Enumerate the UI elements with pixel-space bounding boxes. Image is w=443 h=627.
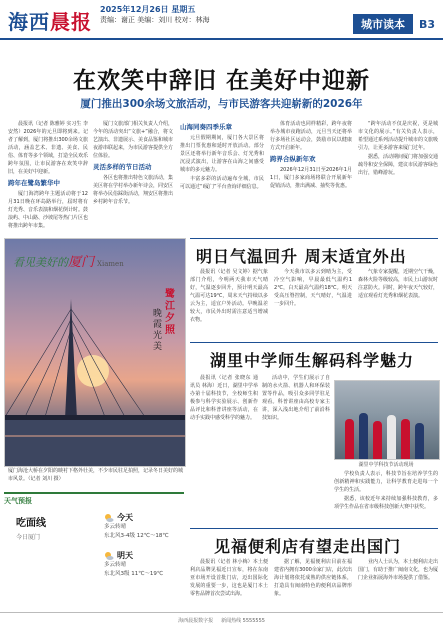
page-number: B3 (418, 17, 435, 31)
lead-paragraph: 晨报讯（记者 陈雅婷 实习生 李安然）2026年的元旦即将到来。记者了解到，厦门将推出300余场文旅活动，涵盖艺术、非遗、美食、民俗、体育等多个领域，打造全民欢乐跨年氛围，让市民游客在欢笑中辞旧，在美好中迎新。 (8, 121, 88, 175)
article2-paragraph: 气象专家提醒，近期空气干燥，森林火险等级较高，市民上山游玩时注意防火。同时，跨年夜天气较好，适宜观看灯光秀和烟花表演。 (358, 269, 438, 299)
article3-paragraph: 活动中，学生们展示了自制的水火箭、机器人和环保装置等作品，吸引众多同学驻足观看。科普讲座由高校专家主讲，深入浅出地介绍了前沿科技知识。 (262, 375, 330, 421)
article3-paragraph: 晨报讯（记者 张晓东 通讯员 林海）近日，湖里中学举办第十届科技节，全校师生积极参与科学实验展示、创新作品评比和科普讲座等活动，在动手实践中感受科学的魅力。 (190, 375, 258, 421)
forecast-day-1 (104, 512, 184, 541)
article3-col-1 (190, 374, 258, 524)
lead-subheading: 灵活多样的节日活动 (93, 163, 152, 171)
article4-paragraph: 业内人士认为，本土便利店走出国门，有助于推广闽南文化，也为厦门企业拓展海外市场提供了借鉴。 (358, 559, 438, 581)
science-fair-photo (334, 380, 440, 460)
article2-col-2 (274, 268, 352, 338)
student-figure (359, 413, 368, 459)
student-figure (401, 419, 410, 459)
edition-info: 责编：谢正 美编：刘川 校对：林海 (100, 16, 210, 24)
article3-headline: 湖里中学师生解码科学魅力 (210, 351, 415, 370)
article4-paragraph: 晨报讯（记者 林小梅）本土便利店品牌见福近日宣布，将在东南亚市场开设首批门店，迈出国际化发展的重要一步，这也是厦门本土零售品牌首次尝试出海。 (190, 559, 268, 597)
forecast-day-title (104, 512, 184, 523)
article-divider (190, 528, 438, 529)
article4-headline: 见福便利店有望走出国门 (214, 537, 402, 556)
photo-caption: 厦门海沧大桥在夕阳的映衬下格外壮美，不少市民驻足拍照，记录冬日美好的城市风景。（记者 刘川 摄） (8, 468, 184, 482)
forecast-detail: 东北风3-4级 12℃～18℃ (104, 533, 169, 539)
article3-paragraph: 学校负责人表示，科技节旨在培养学生的创新精神和实践能力，让科学教育走进每一个学生的生活。 (334, 471, 438, 493)
article2-headline: 明日气温回升 周末适宜外出 (196, 247, 407, 266)
lead-paragraph: 厦门文旅部门相关负责人介绍，今年的活动突出“文旅+”融合，将文艺演出、非遗展示、美食品鉴和城市夜游串联起来，为市民游客提供全方位体验。 (93, 121, 173, 159)
lead-paragraph: 厦门海湾跨年主题活动将于12月31日晚在环岛路举行，届时将有灯光秀、音乐表演和烟花倒计时。鼓浪屿、中山路、沙坡尾等热门片区也将推出跨年市集。 (8, 191, 88, 229)
photo-banner (13, 251, 124, 270)
article4-col-3 (358, 558, 438, 610)
lead-paragraph: “跨年活动不仅是庆祝，更是城市文化的展示。”有关负责人表示，希望通过系列活动提升城市的文旅吸引力，让更多游客来厦门过年。 (358, 121, 438, 151)
footer-right: 新闻热线 5555555 (221, 618, 265, 624)
main-subheadline: 厦门推出300余场文旅活动，与市民游客共迎崭新的2026年 (80, 98, 363, 110)
section-label: 城市读本 (353, 14, 413, 34)
article3-col-3 (334, 470, 438, 524)
footer-left: 海西晨报数字报 (178, 618, 214, 624)
logo-text-black: 海西 (8, 10, 50, 34)
forecast-day-label: 今天 (117, 513, 133, 522)
article4-col-2 (274, 558, 352, 610)
science-photo-caption: 湖里中学科技节活动现场 (358, 462, 414, 468)
article2-col-3 (358, 268, 438, 338)
issue-date: 2025年12月26日 星期五 (100, 5, 196, 14)
lead-paragraph: 丰富多彩的活动遍布全城，市民可以通过“i厦门”平台查询详细信息。 (180, 176, 264, 190)
article4-paragraph: 据了解，见福便利店目前在福建省内拥有3000余家门店，此次出海计划将依托成熟的供应链体系，打造具有闽南特色的便利店品牌形象。 (274, 559, 352, 597)
article-divider (190, 342, 438, 343)
masthead (0, 0, 443, 40)
student-figure (345, 419, 354, 459)
masthead-meta (100, 5, 209, 25)
newspaper-logo (8, 6, 92, 35)
lead-article-col-4 (270, 120, 352, 232)
article2-col-1 (190, 268, 268, 338)
article3-col-2 (262, 374, 330, 524)
banner-sub-text: Xiamen (97, 260, 124, 268)
student-figure (387, 415, 396, 459)
photo-tag-red: 鹭江夕照 (165, 289, 175, 336)
student-figure (373, 421, 382, 459)
article3-paragraph: 据悉，该校近年来持续加强科技教育，多项学生作品在省市级科技创新大赛中获奖。 (334, 496, 438, 510)
lead-paragraph: 2026年12月31日至2026年1月1日，厦门多家商场将联合开展新年促销活动，推出满减、抽奖等优惠。 (270, 167, 352, 189)
weather-today-sub: 今日厦门 (16, 534, 41, 541)
forecast-detail: 东北风3级 11℃～19℃ (104, 571, 164, 577)
forecast-day-title (104, 550, 184, 561)
logo-text-red: 晨报 (50, 10, 92, 34)
lead-paragraph: 各区也将推出特色文旅活动，集美区将在学村举办新年诗会，同安区将举办民俗踩街活动，翔安区将推出乡村跨年音乐节。 (93, 175, 173, 205)
photo-tag-black: 晚霞光美 (153, 309, 163, 352)
lead-paragraph: 元旦假期期间，厦门各大景区将推出门票优惠和延时开放活动。部分景区还将举行新年音乐会、灯光秀和沉浸式演出，让游客在山海之间感受城市的多元魅力。 (180, 135, 264, 173)
bridge-sunset-photo (4, 238, 186, 467)
weather-today-label: 吃面线 (16, 518, 46, 529)
lead-article-col-1 (8, 120, 88, 232)
lead-paragraph: 据悉，活动期间厦门将加强交通疏导和安全保障，建议市民游客绿色出行，错峰游玩。 (358, 154, 438, 176)
lead-paragraph: 体育活动也同样精彩，跨年夜将举办城市夜跑活动，元旦当天还将举行多场社区运动会，鼓励市民以健康方式开启新年。 (270, 121, 352, 151)
weather-today (16, 514, 46, 541)
article4-col-1 (190, 558, 268, 610)
main-headline: 在欢笑中辞旧 在美好中迎新 (72, 67, 370, 94)
forecast-condition: 多云转晴 (104, 524, 127, 530)
forecast-day-2 (104, 550, 184, 579)
page-footer (0, 612, 443, 627)
banner-main-text: 看见美好的 (13, 256, 68, 269)
article-divider (190, 238, 438, 239)
lead-article-col-2 (93, 120, 173, 232)
partly-cloudy-icon (104, 513, 114, 523)
student-figure (415, 423, 424, 459)
weather-section-label: 天气预报 (4, 497, 32, 505)
banner-place-text: 厦门 (68, 255, 95, 270)
lead-subheading: 跨界合纵新年欢 (270, 155, 316, 163)
partly-cloudy-icon (104, 551, 114, 561)
lead-subheading: 跨年在鹭岛繁华中 (8, 179, 60, 187)
lead-subheading: 山海同奏四季乐章 (180, 123, 232, 131)
forecast-day-label: 明天 (117, 551, 133, 560)
article2-paragraph: 今天我市以多云到晴为主，受冷空气影响，早晨最低气温约12℃，白天最高气温约18℃。明天受高压脊控制，天气晴好，气温进一步回升。 (274, 269, 352, 307)
lead-article-col-5 (358, 120, 438, 232)
forecast-condition: 多云转晴 (104, 562, 127, 568)
lead-article-col-3 (180, 120, 264, 232)
article2-paragraph: 晨报讯（记者 吴文婷）据气象部门介绍，今明两天我市天气晴好，气温逐步回升，预计明天最高气温可达19℃，周末天气持续以多云为主，适宜户外活动。早晚温差较大，市民外出时需注意适当增减衣物。 (190, 269, 268, 323)
weather-box (4, 492, 184, 602)
masthead-right (353, 14, 435, 34)
